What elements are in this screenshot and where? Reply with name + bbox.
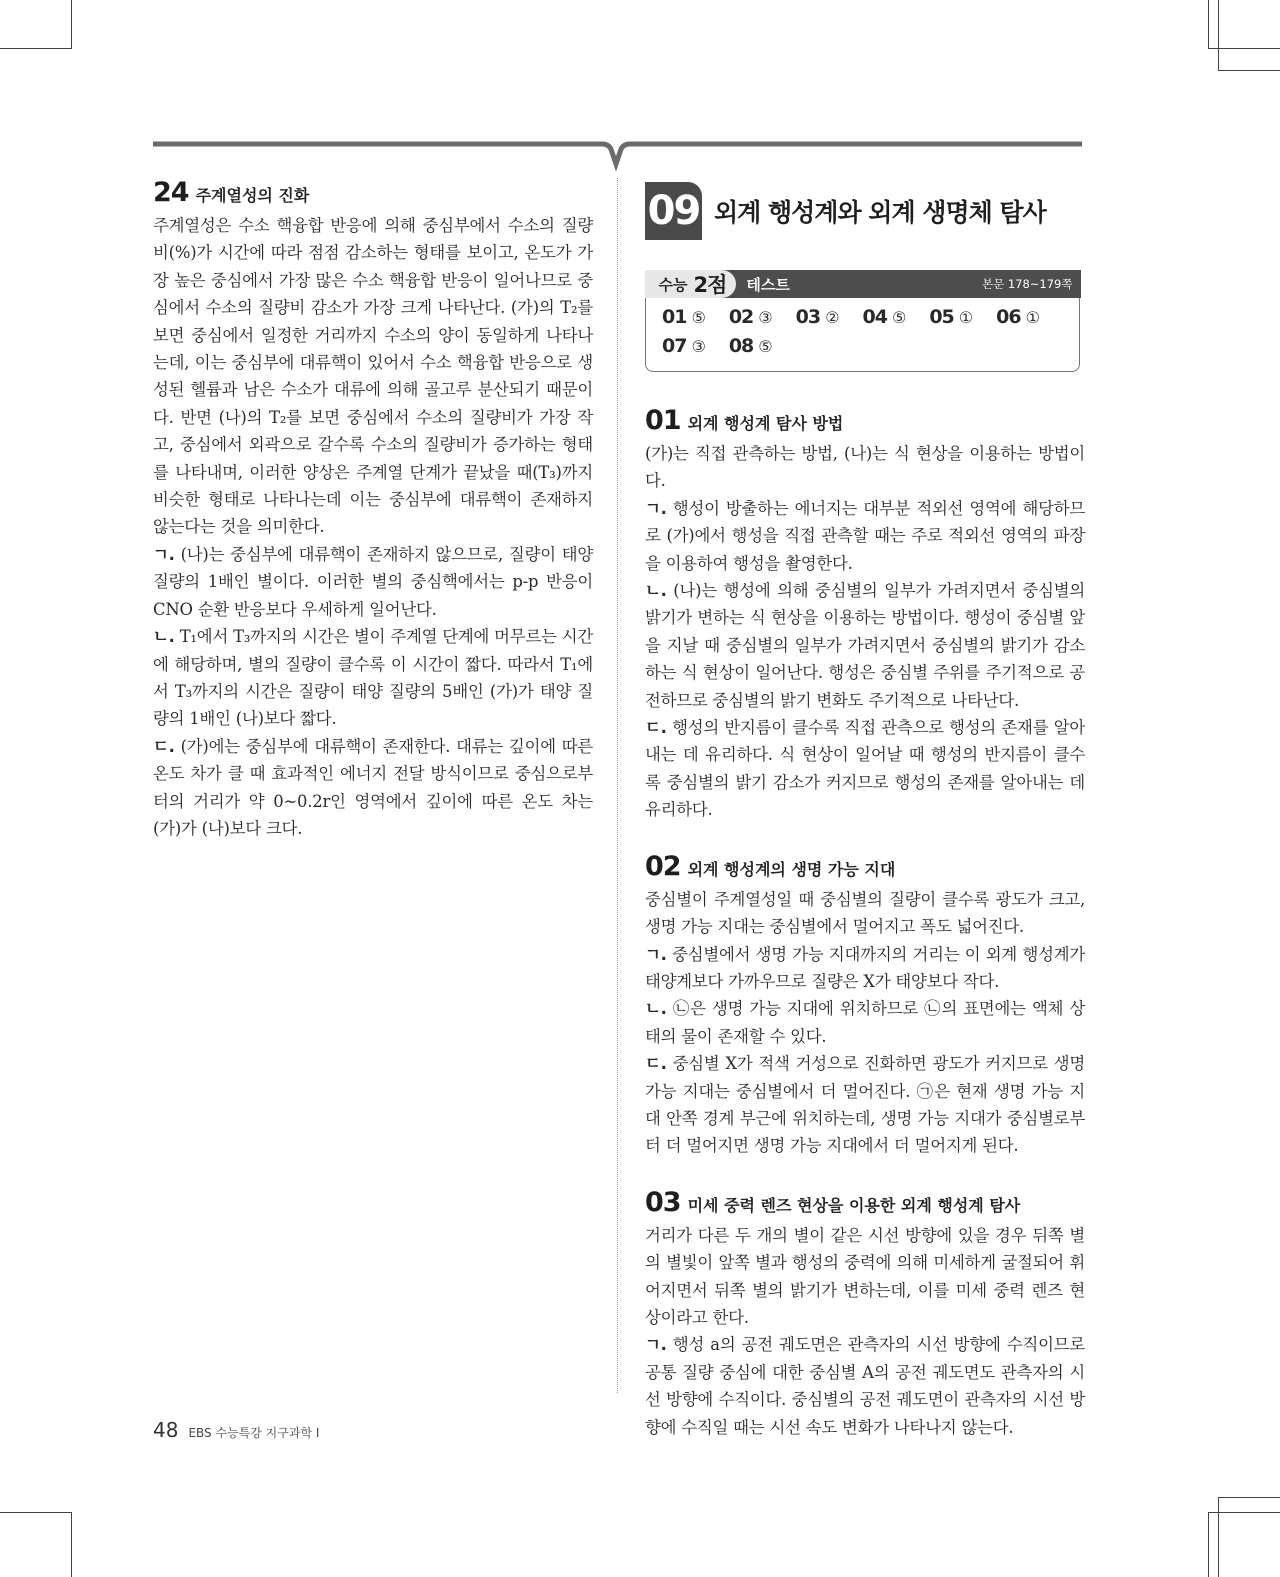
question-header <box>645 406 1085 436</box>
choice-mark: ㄱ. <box>645 498 667 518</box>
explanation-item: ㄷ. 행성의 반지름이 클수록 직접 관측으로 행성의 존재를 알아내는 데 유리하다. 식 현상이 일어날 때 행성의 반지름이 클수록 중심별의 밝기 감소가 커지므로 행성의 존재를 알아내는 데 유리하다. <box>645 718 1085 820</box>
question-header <box>645 1188 1085 1218</box>
question-number: 03 <box>645 1186 681 1218</box>
page-number: 48 <box>153 1418 179 1442</box>
question-title: 외계 행성계 탐사 방법 <box>687 414 844 433</box>
explanation-text: 거리가 다른 두 개의 별이 같은 시선 방향에 있을 경우 뒤쪽 별의 별빛이 앞쪽 별과 행성의 중력에 의해 미세하게 굴절되어 휘어지면서 뒤쪽 별의 밝기가 변하는데, 이를 미세 중력 렌즈 현상이라고 한다. <box>645 1225 1085 1327</box>
crop-mark <box>1218 0 1219 70</box>
question-title: 외계 행성계의 생명 가능 지대 <box>687 859 896 879</box>
explanation-item: ㄷ. 중심별 X가 적색 거성으로 진화하면 광도가 커지므로 생명 가능 지대는 중심별에서 더 멀어진다. ㉠은 현재 생명 가능 지대 안쪽 경계 부근에 위치하는데, 생명 가능 지대가 중심별로부터 더 멀어지면 생명 가능 지대에서 더 멀어지게 된다. <box>645 1054 1086 1156</box>
chapter-header <box>645 180 1085 242</box>
left-column <box>153 178 593 842</box>
crop-mark <box>0 48 72 49</box>
crop-mark <box>1208 1512 1209 1577</box>
question-header <box>645 852 1085 882</box>
top-divider <box>150 138 1085 172</box>
choice-mark: ㄱ. <box>645 944 667 964</box>
choice-mark: ㄷ. <box>153 736 175 756</box>
choice-mark: ㄷ. <box>645 718 667 738</box>
explanation-item: ㄱ. 중심별에서 생명 가능 지대까지의 거리는 이 외계 행성계가 태양계보다 가까우므로 질량은 X가 태양보다 작다. <box>645 944 1085 991</box>
explanation-item: ㄴ. (나)는 행성에 의해 중심별의 일부가 가려지면서 중심별의 밝기가 변하는 식 현상을 이용하는 방법이다. 행성이 중심별 앞을 지날 때 중심별의 일부가 가려지면서 중심별의 밝기가 감소하는 식 현상이 일어난다. 행성은 중심별 주위를 주기적으로 공전하므로 중심별의 밝기 변화도 주기적으로 나타난다. <box>645 581 1085 710</box>
choice-mark: ㄱ. <box>153 544 175 564</box>
explanation-item: ㄱ. 행성이 방출하는 에너지는 대부분 적외선 영역에 해당하므로 (가)에서 행성을 직접 관측할 때는 주로 적외선 영역의 파장을 이용하여 행성을 촬영한다. <box>645 498 1086 573</box>
answer-grid <box>646 298 1079 371</box>
question-number: 02 <box>645 850 681 882</box>
column-divider <box>617 178 618 1393</box>
chapter-title: 외계 행성계와 외계 생명체 탐사 <box>714 198 1046 227</box>
question-number: 01 <box>645 405 681 436</box>
right-column <box>645 178 1085 1469</box>
crop-mark <box>1218 70 1280 71</box>
book-title: EBS 수능특강 지구과학 Ⅰ <box>188 1426 320 1440</box>
answer-box <box>645 270 1080 372</box>
question-header <box>153 178 593 208</box>
test-label-suffix: 테스트 <box>746 275 790 294</box>
page-footer <box>153 1418 319 1442</box>
crop-mark <box>1218 1497 1219 1577</box>
answer-item: 06 ① <box>996 306 1040 328</box>
test-label: 수능 2점 <box>645 270 737 298</box>
answer-item: 05 ① <box>929 306 974 328</box>
answer-item: 03 ② <box>795 306 840 328</box>
choice-mark: ㄴ. <box>153 627 175 647</box>
question-02 <box>645 852 1085 1160</box>
crop-mark <box>71 1512 72 1577</box>
explanation-item: ㄱ. (나)는 중심부에 대류핵이 존재하지 않으므로, 질량이 태양 질량의 1배인 별이다. 이러한 별의 중심핵에서는 p-p 반응이 CNO 순환 반응보다 우세하게 일어난다. <box>153 544 594 619</box>
choice-mark: ㄴ. <box>645 581 667 601</box>
question-title: 주계열성의 진화 <box>195 186 310 205</box>
crop-mark <box>1208 0 1209 48</box>
question-number: 24 <box>153 177 189 208</box>
question-03 <box>645 1188 1085 1441</box>
question-title: 미세 중력 렌즈 현상을 이용한 외계 행성계 탐사 <box>687 1195 1021 1215</box>
crop-mark <box>71 0 72 48</box>
answer-item: 02 ③ <box>728 306 773 328</box>
explanation-item: ㄴ. T₁에서 T₃까지의 시간은 별이 주계열 단계에 머무르는 시간에 해당하며, 별의 질량이 클수록 이 시간이 짧다. 따라서 T₁에서 T₃까지의 시간은 질량이 태양 질량의 5배인 (가)가 태양 질량의 1배인 (나)보다 짧다. <box>153 627 593 729</box>
explanation-text: (가)는 직접 관측하는 방법, (나)는 식 현상을 이용하는 방법이다. <box>645 444 1085 491</box>
choice-mark: ㄴ. <box>645 999 667 1019</box>
chapter-number: 09 <box>645 182 702 240</box>
explanation-item: ㄱ. 행성 a의 공전 궤도면은 관측자의 시선 방향에 수직이므로 공통 질량 중심에 대한 중심별 A의 공전 궤도면도 관측자의 시선 방향에 수직이다. 중심별의 공전 궤도면이 관측자의 시선 방향에 수직일 때는 시선 속도 변화가 나타나지 않는다. <box>645 1335 1085 1437</box>
choice-mark: ㄷ. <box>645 1054 667 1074</box>
crop-mark <box>1218 1497 1280 1498</box>
answer-item: 08 ⑤ <box>728 335 773 357</box>
explanation-text: 중심별이 주계열성일 때 중심별의 질량이 클수록 광도가 크고, 생명 가능 지대는 중심별에서 멀어지고 폭도 넓어진다. <box>645 889 1085 937</box>
question-01 <box>645 406 1085 824</box>
answer-item: 04 ⑤ <box>862 306 907 328</box>
answer-item: 01 ⑤ <box>662 306 706 328</box>
explanation-item: ㄷ. (가)에는 중심부에 대류핵이 존재한다. 대류는 깊이에 따른 온도 차가 클 때 효과적인 에너지 전달 방식이므로 중심으로부터의 거리가 약 0~0.2r인 영역에서 깊이에 따른 온도 차는 (가)가 (나)보다 크다. <box>153 736 594 838</box>
choice-mark: ㄱ. <box>645 1335 667 1355</box>
answer-item: 07 ③ <box>662 335 706 357</box>
explanation-item: ㄴ. ㉡은 생명 가능 지대에 위치하므로 ㉡의 표면에는 액체 상태의 물이 존재할 수 있다. <box>645 999 1085 1046</box>
page-reference: 본문 178~179쪽 <box>981 277 1073 291</box>
crop-mark <box>0 1512 72 1513</box>
answer-box-header <box>645 270 1081 298</box>
explanation-text: 주계열성은 수소 핵융합 반응에 의해 중심부에서 수소의 질량비(%)가 시간에 따라 점점 감소하는 형태를 보이고, 온도가 가장 높은 중심에서 가장 많은 수소 핵융합 반응이 일어나므로 중심에서 수소의 질량비 감소가 가장 크게 나타난다. (가)의 T₂를 보면 중심에서 일정한 거리까지 수소의 양이 동일하게 나타나는데, 이는 중심부에 대류핵이 있어서 수소 핵융합 반응으로 생성된 헬륨과 남은 수소가 대류에 의해 골고루 분산되기 때문이다. 반면 (나)의 T₂를 보면 중심에서 수소의 질량비가 가장 작고, 중심에서 외곽으로 갈수록 수소의 질량비가 증가하는 형태를 나타내며, 이러한 양상은 주계열 단계가 끝났을 때(T₃)까지 비슷한 형태로 나타나는데 이는 중심부에 대류핵이 존재하지 않는다는 것을 의미한다. <box>153 216 593 537</box>
